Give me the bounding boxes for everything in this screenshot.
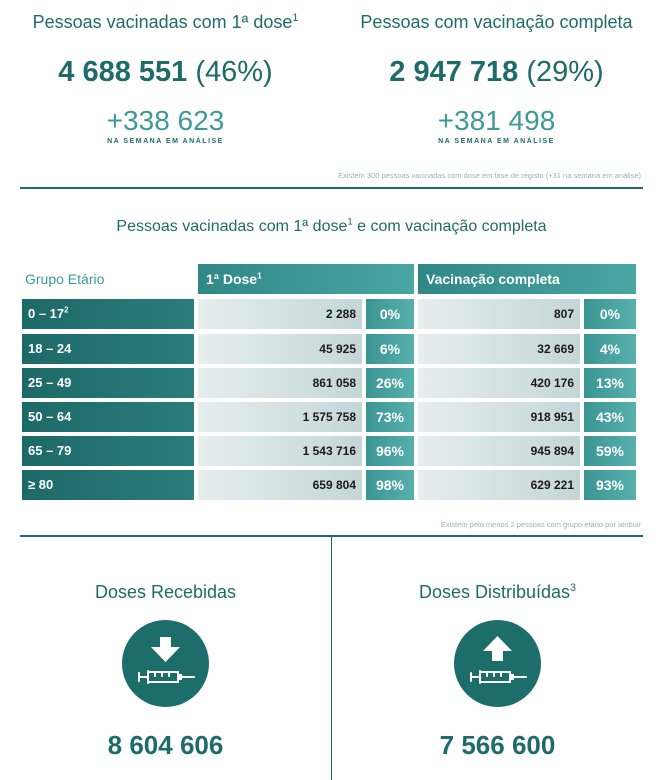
age-group-note: Existem pelo menos 2 pessoas com grupo etário por atribuir — [440, 520, 641, 529]
age-group: 50 – 64 — [22, 402, 194, 432]
first-dose-percent: 0% — [366, 299, 414, 329]
col-header-complete: Vacinação completa — [418, 264, 636, 294]
first-dose-weekly-delta: +338 623 — [106, 105, 225, 136]
first-dose-count: 659 804 — [198, 470, 362, 500]
complete-count: 420 176 — [418, 368, 580, 398]
first-dose-weekly-label: NA SEMANA EM ANÁLISE — [107, 138, 224, 145]
complete-count: 918 951 — [418, 402, 580, 432]
complete-percent: 0% — [584, 299, 636, 329]
complete-percent: 93% — [584, 470, 636, 500]
table-row — [0, 470, 663, 500]
doses-distributed-title: Doses Distribuídas$^3$ — [418, 582, 577, 602]
doses-distributed-value: 7 566 600 — [439, 730, 556, 760]
complete-total: 2 947 718 (29%) — [389, 56, 604, 88]
first-dose-title: Pessoas vacinadas com 1ª dose$^1$ — [32, 12, 299, 32]
complete-percent: 43% — [584, 402, 636, 432]
divider — [20, 187, 643, 189]
first-dose-percent: 6% — [366, 334, 414, 364]
table-row — [0, 299, 663, 329]
age-table-title: Pessoas vacinadas com 1ª dose$^1$ e com vacinação completa — [116, 216, 547, 235]
registration-note: Existem 300 pessoas vacinadas com dose em fase de registo (+31 na semana em análise) — [338, 171, 641, 180]
age-group: ≥ 80 — [22, 470, 194, 500]
table-row — [0, 334, 663, 364]
complete-percent: 4% — [584, 334, 636, 364]
complete-count: 807 — [418, 299, 580, 329]
doses-distributed-panel — [332, 537, 663, 780]
doses-received-title: Doses Recebidas — [94, 582, 237, 602]
complete-title: Pessoas com vacinação completa — [360, 12, 633, 32]
first-dose-count: 2 288 — [198, 299, 362, 329]
age-group: 25 – 49 — [22, 368, 194, 398]
first-dose-count: 1 543 716 — [198, 436, 362, 466]
complete-percent: 59% — [584, 436, 636, 466]
syringe-arrow-down-icon — [122, 620, 209, 707]
first-dose-count: 861 058 — [198, 368, 362, 398]
first-dose-count: 45 925 — [198, 334, 362, 364]
table-row — [0, 436, 663, 466]
complete-weekly-label: NA SEMANA EM ANÁLISE — [438, 138, 555, 145]
complete-weekly-delta: +381 498 — [437, 105, 556, 136]
first-dose-percent: 73% — [366, 402, 414, 432]
age-group: 65 – 79 — [22, 436, 194, 466]
age-group: $0 - 17^2$ — [22, 299, 194, 329]
complete-count: 945 894 — [418, 436, 580, 466]
first-dose-percent: 26% — [366, 368, 414, 398]
first-dose-percent: 98% — [366, 470, 414, 500]
first-dose-total: 4 688 551 (46%) — [58, 56, 273, 88]
complete-count: 629 221 — [418, 470, 580, 500]
col-header-group: Grupo Etário — [25, 271, 105, 287]
age-group: 18 – 24 — [22, 334, 194, 364]
complete-percent: 13% — [584, 368, 636, 398]
summary-section — [0, 0, 663, 190]
col-header-first-dose: 1ª Dose$^1$ — [198, 264, 414, 294]
doses-received-panel — [0, 537, 331, 780]
first-dose-count: 1 575 758 — [198, 402, 362, 432]
complete-count: 32 669 — [418, 334, 580, 364]
first-dose-percent: 96% — [366, 436, 414, 466]
table-row — [0, 402, 663, 432]
syringe-arrow-up-icon — [454, 620, 541, 707]
table-row — [0, 368, 663, 398]
doses-received-value: 8 604 606 — [107, 730, 224, 760]
